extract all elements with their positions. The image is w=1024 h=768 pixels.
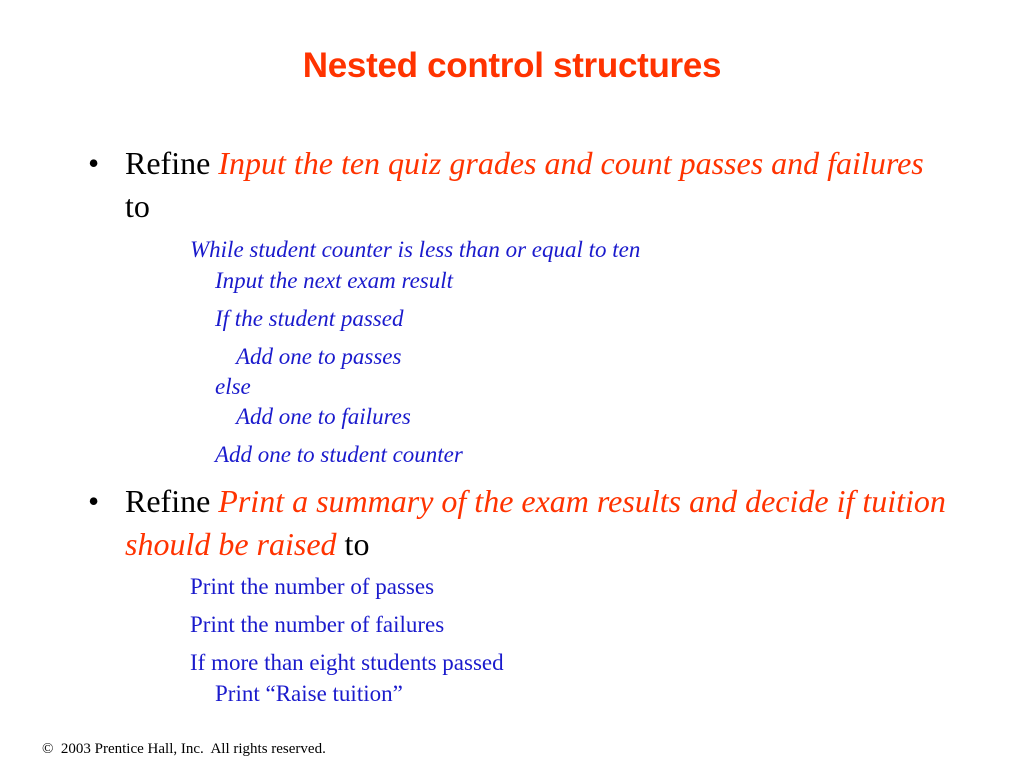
copyright-footer: © 2003 Prentice Hall, Inc. All rights reserved.: [42, 741, 326, 757]
bullet-1-marker: •: [88, 145, 100, 181]
bullet-1-lead: Refine: [125, 145, 219, 181]
bullet-2-emphasis: Print a summary of the exam results and decide if tuition should be raised: [125, 483, 946, 562]
pseudo-1-line-1: While student counter is less than or equal to ten: [190, 237, 641, 262]
bullet-2-marker: •: [88, 483, 100, 519]
pseudo-1-line-4: Add one to passes: [236, 344, 402, 369]
pseudo-2-line-2: Print the number of failures: [190, 612, 445, 637]
pseudo-2-line-4: Print “Raise tuition”: [215, 681, 403, 706]
bullet-1-tail: to: [125, 188, 150, 224]
pseudo-2-line-1: Print the number of passes: [190, 574, 435, 599]
pseudo-1-line-3: If the student passed: [215, 306, 404, 331]
slide-title: Nested control structures: [302, 46, 722, 85]
pseudo-2-line-3: If more than eight students passed: [190, 650, 504, 675]
bullet-1-emphasis: Input the ten quiz grades and count passes and failures: [218, 145, 924, 181]
pseudo-1-line-6: Add one to failures: [236, 404, 411, 429]
bullet-2-tail: to: [336, 526, 370, 562]
bullet-1-text: [125, 142, 955, 228]
pseudo-1-line-5: else: [215, 374, 251, 399]
bullet-2-lead: Refine: [125, 483, 219, 519]
pseudo-1-line-7: Add one to student counter: [215, 442, 463, 467]
bullet-2-text: [125, 480, 955, 566]
pseudo-1-line-2: Input the next exam result: [215, 268, 454, 293]
